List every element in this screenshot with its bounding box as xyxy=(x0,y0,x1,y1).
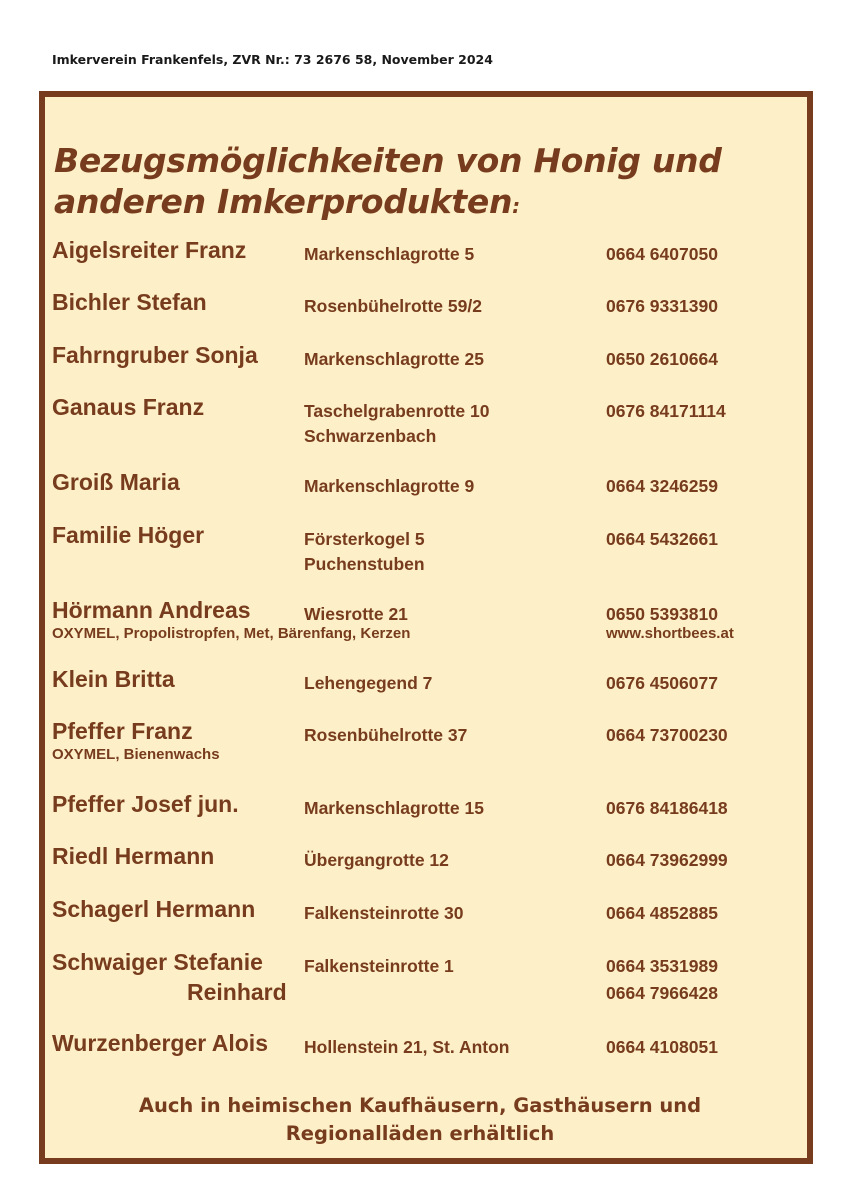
address-line-2: Schwarzenbach xyxy=(304,426,437,446)
beekeeper-phone: 0664 3531989 xyxy=(606,956,718,976)
beekeeper-name: Schagerl Hermann xyxy=(52,896,256,922)
beekeeper-phone: 0664 6407050 xyxy=(606,244,718,264)
footer-line-1: Auch in heimischen Kaufhäusern, Gasthäusern und xyxy=(138,1094,702,1117)
beekeeper-phone-second: 0664 7966428 xyxy=(606,983,718,1003)
beekeeper-phone: 0664 4852885 xyxy=(606,903,718,923)
title-line-2: anderen Imkerprodukten xyxy=(54,182,513,221)
beekeeper-address: Markenschlagrotte 25 xyxy=(304,349,484,369)
beekeeper-address: Markenschlagrotte 15 xyxy=(304,798,484,818)
beekeeper-name: Pfeffer Josef jun. xyxy=(52,791,239,817)
beekeeper-name: Klein Britta xyxy=(52,666,175,692)
beekeeper-name: Hörmann Andreas xyxy=(52,597,251,623)
beekeeper-phone: 0676 84186418 xyxy=(606,798,728,818)
beekeeper-name: Bichler Stefan xyxy=(52,289,207,315)
product-note: OXYMEL, Bienenwachs xyxy=(52,746,220,763)
beekeeper-phone: 0664 73962999 xyxy=(606,850,728,870)
website-link[interactable]: www.shortbees.at xyxy=(606,625,734,642)
beekeeper-name-second: Reinhard xyxy=(187,979,287,1005)
beekeeper-name: Wurzenberger Alois xyxy=(52,1030,268,1056)
beekeeper-phone: 0664 5432661 xyxy=(606,529,718,549)
beekeeper-address xyxy=(304,399,489,449)
beekeeper-address: Falkensteinrotte 1 xyxy=(304,956,454,976)
beekeeper-name: Riedl Hermann xyxy=(52,843,215,869)
footer-line-2: Regionalläden erhältlich xyxy=(285,1122,555,1145)
availability-footer xyxy=(45,1092,795,1148)
beekeeper-name: Familie Höger xyxy=(52,522,205,548)
beekeeper-address: Übergangrotte 12 xyxy=(304,850,449,870)
document-header: Imkerverein Frankenfels, ZVR Nr.: 73 2676 58, November 2024 xyxy=(52,52,493,67)
beekeeper-phone: 0664 73700230 xyxy=(606,725,728,745)
beekeeper-name: Groiß Maria xyxy=(52,469,180,495)
beekeeper-name: Pfeffer Franz xyxy=(52,718,193,744)
beekeeper-name: Fahrngruber Sonja xyxy=(52,342,258,368)
beekeeper-address: Rosenbühelrotte 37 xyxy=(304,725,468,745)
beekeeper-address: Falkensteinrotte 30 xyxy=(304,903,464,923)
beekeeper-phone: 0664 4108051 xyxy=(606,1037,718,1057)
beekeeper-name: Aigelsreiter Franz xyxy=(52,237,247,263)
beekeeper-address: Rosenbühelrotte 59/2 xyxy=(304,296,482,316)
beekeeper-phone: 0676 9331390 xyxy=(606,296,718,316)
beekeeper-address: Lehengegend 7 xyxy=(304,673,433,693)
beekeeper-address: Wiesrotte 21 xyxy=(304,604,408,624)
address-line-2: Puchenstuben xyxy=(304,554,425,574)
beekeeper-address xyxy=(304,527,425,577)
beekeeper-name: Ganaus Franz xyxy=(52,394,205,420)
title-colon: : xyxy=(512,194,520,218)
title-line-1: Bezugsmöglichkeiten von Honig und xyxy=(54,141,722,180)
beekeeper-address: Markenschlagrotte 5 xyxy=(304,244,475,264)
beekeeper-address: Hollenstein 21, St. Anton xyxy=(304,1037,510,1057)
beekeeper-address: Markenschlagrotte 9 xyxy=(304,476,475,496)
beekeeper-name: Schwaiger Stefanie xyxy=(52,949,263,975)
beekeeper-phone: 0650 5393810 xyxy=(606,604,718,624)
beekeeper-phone: 0676 84171114 xyxy=(606,401,726,421)
beekeeper-phone: 0650 2610664 xyxy=(606,349,718,369)
page-title xyxy=(54,140,722,227)
address-line: Försterkogel 5 xyxy=(304,529,425,549)
product-note: OXYMEL, Propolistropfen, Met, Bärenfang, Kerzen xyxy=(52,625,411,642)
beekeeper-phone: 0676 4506077 xyxy=(606,673,718,693)
beekeeper-phone: 0664 3246259 xyxy=(606,476,718,496)
address-line: Taschelgrabenrotte 10 xyxy=(304,401,490,421)
